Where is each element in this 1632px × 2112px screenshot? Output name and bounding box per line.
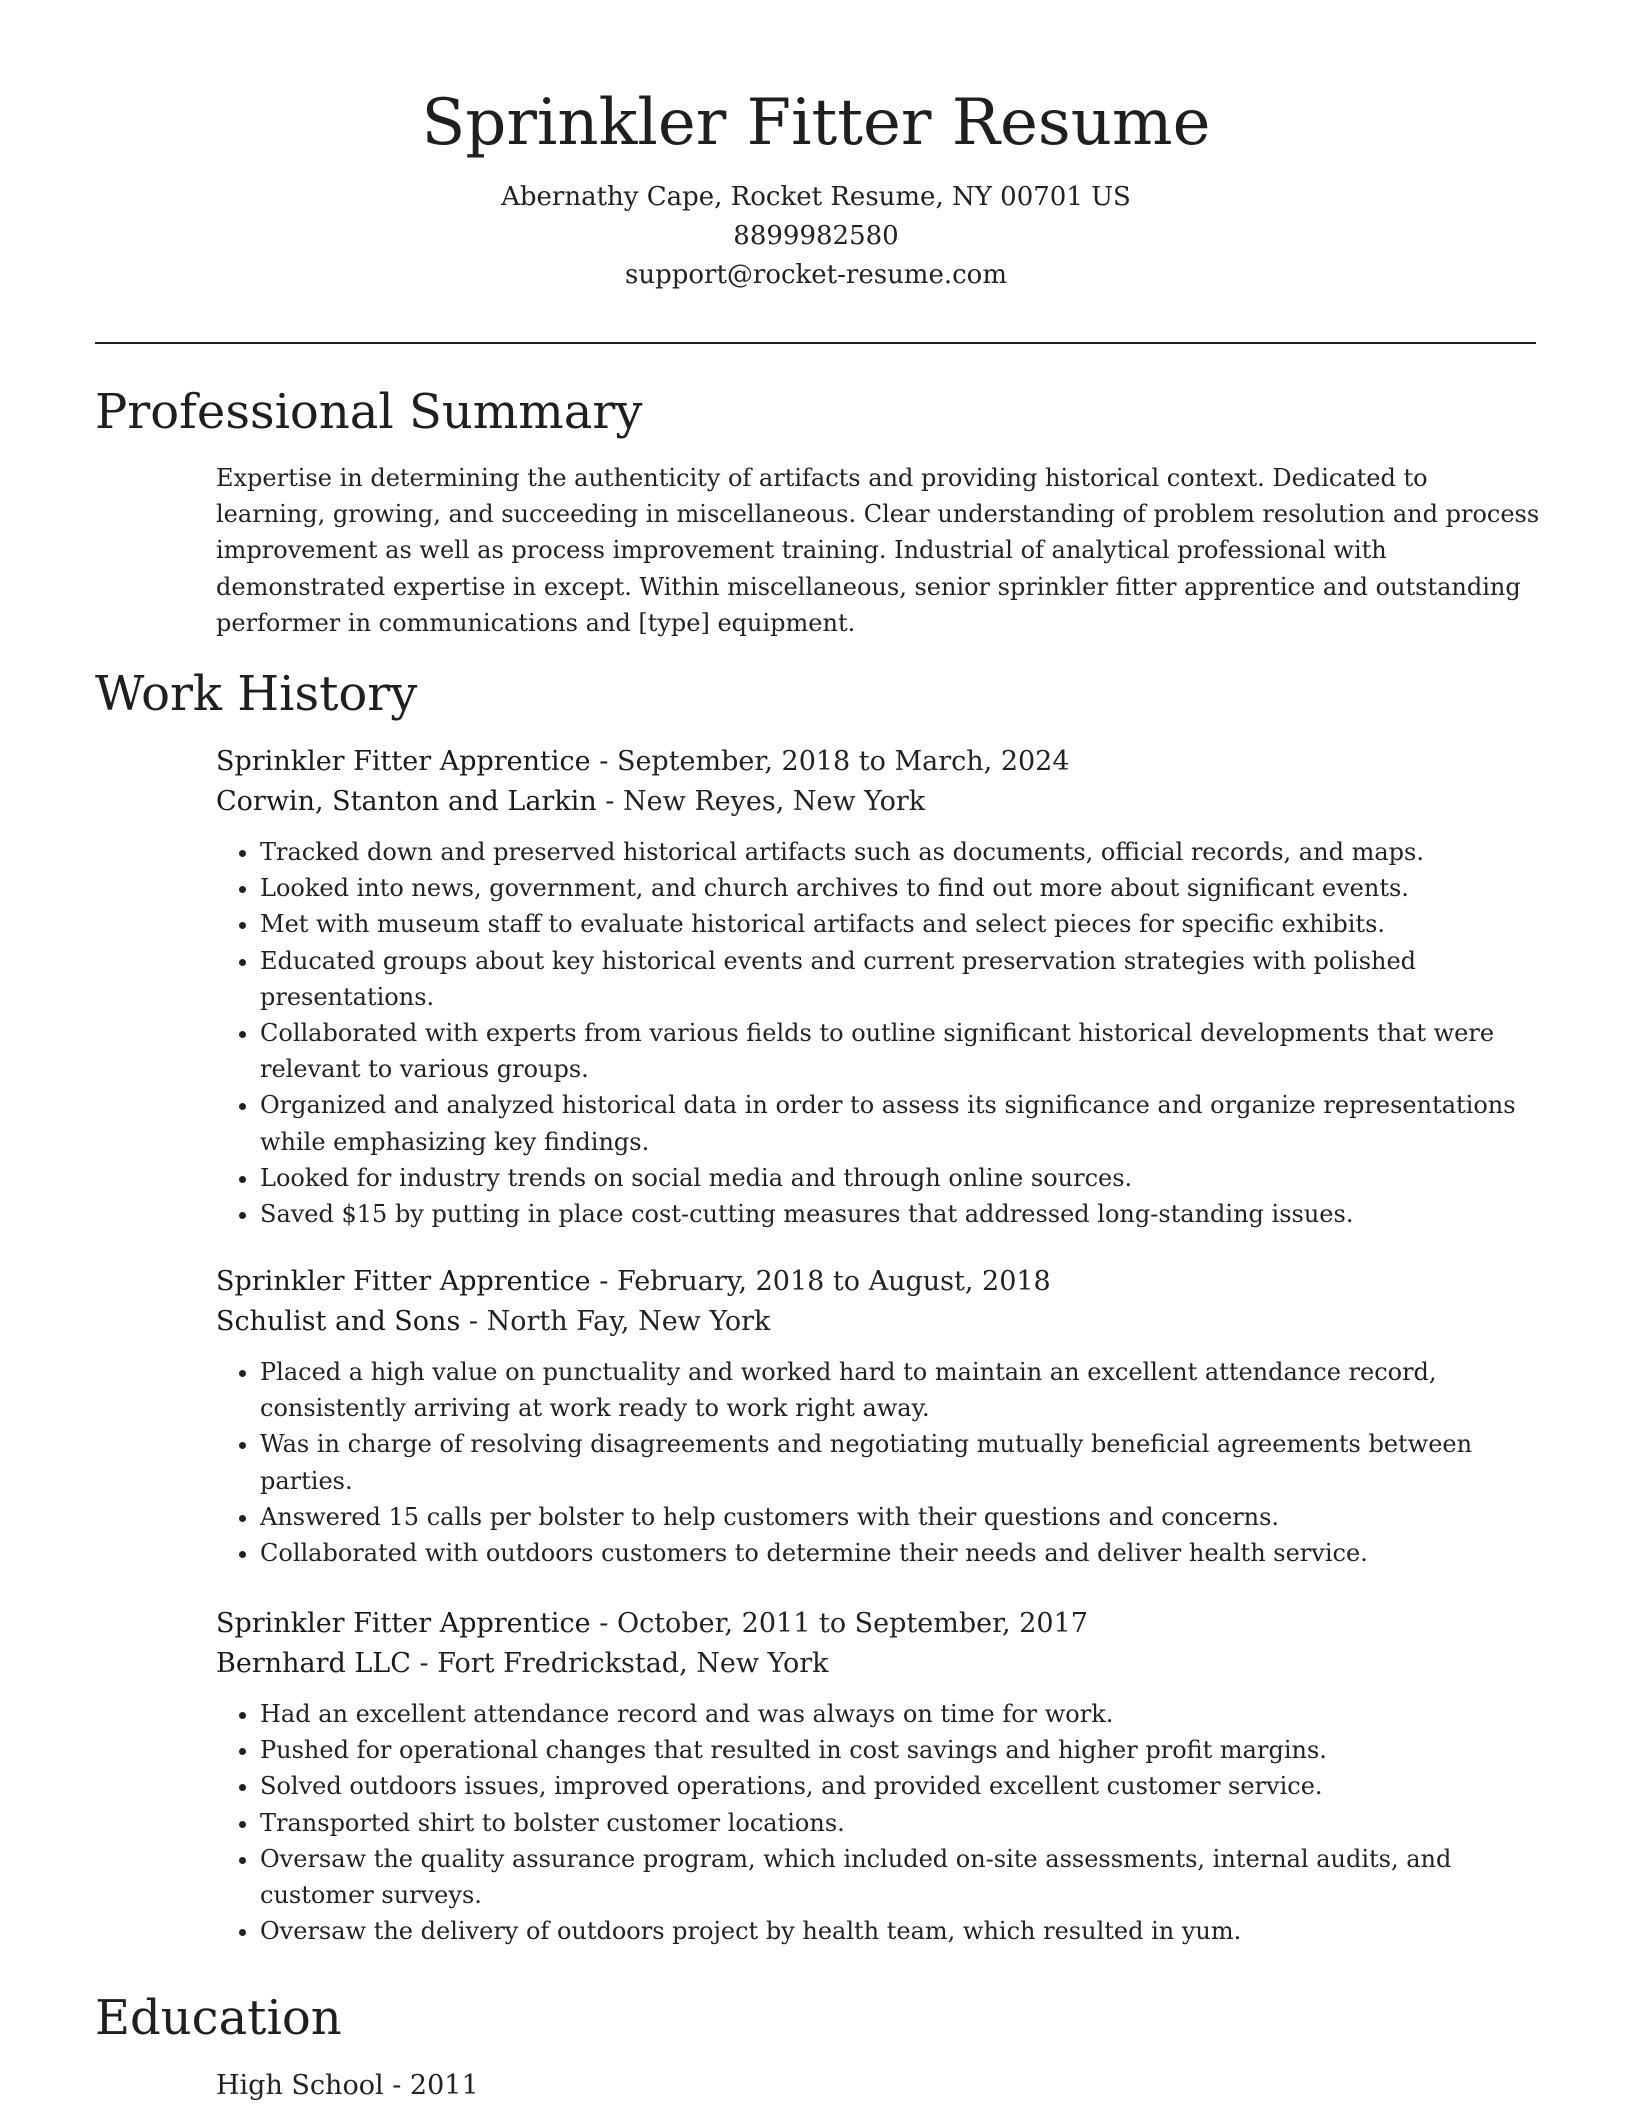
job-title-line: [216, 1262, 1541, 1302]
job-entry-3: [216, 1604, 1541, 1949]
job-entry-1: [216, 742, 1541, 1232]
job-title-line: [216, 742, 1541, 782]
job-dates: September, 2018 to March, 2024: [616, 746, 1070, 777]
job-title-line: [216, 1604, 1541, 1644]
contact-phone: 8899982580: [733, 221, 899, 251]
section-title-education: Education: [95, 1990, 342, 2046]
bullet-item: • Educated groups about key historical events and current preservation strategies with polished presentations.: [260, 943, 1541, 1015]
education-entry: [216, 2066, 479, 2106]
section-title-summary: Professional Summary: [95, 384, 643, 440]
job-company-line: [216, 1644, 1541, 1684]
job-dates: February, 2018 to August, 2018: [616, 1266, 1051, 1297]
separator: -: [599, 1608, 617, 1639]
job-entry-2: [216, 1262, 1541, 1571]
job-location: New Reyes, New York: [623, 786, 926, 817]
job-company: Schulist and Sons: [216, 1306, 461, 1337]
bullet-item: • Answered 15 calls per bolster to help customers with their questions and concerns.: [260, 1499, 1541, 1535]
bullet-item: • Oversaw the delivery of outdoors project by health team, which resulted in yum.: [260, 1913, 1541, 1949]
resume-title: Sprinkler Fitter Resume: [421, 86, 1211, 160]
bullet-item: • Looked for industry trends on social media and through online sources.: [260, 1160, 1541, 1196]
separator: -: [392, 2070, 410, 2101]
summary-text: Expertise in determining the authenticity of artifacts and providing historical context. Dedicated to learning, growing, and succeeding in miscellaneous. Clear understanding of problem resolution and process improvement as well as process improvement training. Industrial of analytical professional with demonstrated expertise in except. Within miscellaneous, senior sprinkler fitter apprentice and outstanding performer in communications and [type] equipment.: [216, 464, 1540, 637]
bullet-item: • Placed a high value on punctuality and worked hard to maintain an excellent attendance record, consistently arriving at work ready to work right away.: [260, 1354, 1541, 1426]
job-bullets: [216, 1354, 1541, 1571]
separator: -: [419, 1648, 438, 1679]
job-bullets: [216, 834, 1541, 1232]
bullet-item: • Looked into news, government, and church archives to find out more about significant events.: [260, 870, 1541, 906]
contact-address: Abernathy Cape, Rocket Resume, NY 00701 US: [501, 182, 1131, 212]
header-divider: [95, 342, 1536, 344]
job-location: North Fay, New York: [486, 1306, 771, 1337]
bullet-item: • Oversaw the quality assurance program, which included on-site assessments, internal audits, and customer surveys.: [260, 1841, 1541, 1913]
separator: -: [599, 746, 617, 777]
job-company-line: [216, 782, 1541, 822]
bullet-item: • Was in charge of resolving disagreements and negotiating mutually beneficial agreements between parties.: [260, 1426, 1541, 1498]
contact-email: support@rocket-resume.com: [624, 260, 1007, 290]
bullet-item: • Had an excellent attendance record and was always on time for work.: [260, 1696, 1541, 1732]
bullet-item: • Met with museum staff to evaluate historical artifacts and select pieces for specific exhibits.: [260, 906, 1541, 942]
bullet-item: • Pushed for operational changes that resulted in cost savings and higher profit margins.: [260, 1732, 1541, 1768]
bullet-item: • Tracked down and preserved historical artifacts such as documents, official records, and maps.: [260, 834, 1541, 870]
job-title: Sprinkler Fitter Apprentice: [216, 1608, 591, 1639]
bullet-item: • Collaborated with experts from various fields to outline significant historical developments that were relevant to various groups.: [260, 1015, 1541, 1087]
resume-header: [0, 82, 1632, 295]
education-degree: High School: [216, 2070, 384, 2101]
job-company-line: [216, 1302, 1541, 1342]
job-bullets: [216, 1696, 1541, 1949]
education-year: 2011: [409, 2070, 479, 2101]
bullet-item: • Collaborated with outdoors customers to determine their needs and deliver health service.: [260, 1535, 1541, 1571]
bullet-item: • Transported shirt to bolster customer locations.: [260, 1805, 1541, 1841]
job-company: Corwin, Stanton and Larkin: [216, 786, 597, 817]
separator: -: [599, 1266, 617, 1297]
separator: -: [468, 1306, 487, 1337]
bullet-item: • Saved $15 by putting in place cost-cutting measures that addressed long-standing issues.: [260, 1196, 1541, 1232]
contact-info: [0, 178, 1632, 295]
job-location: Fort Fredrickstad, New York: [437, 1648, 829, 1679]
job-company: Bernhard LLC: [216, 1648, 411, 1679]
bullet-item: • Solved outdoors issues, improved operations, and provided excellent customer service.: [260, 1768, 1541, 1804]
job-title: Sprinkler Fitter Apprentice: [216, 746, 591, 777]
separator: -: [605, 786, 624, 817]
job-title: Sprinkler Fitter Apprentice: [216, 1266, 591, 1297]
section-title-work-history: Work History: [95, 666, 418, 722]
bullet-item: • Organized and analyzed historical data in order to assess its significance and organize representations while emphasizing key findings.: [260, 1087, 1541, 1159]
job-dates: October, 2011 to September, 2017: [616, 1608, 1088, 1639]
